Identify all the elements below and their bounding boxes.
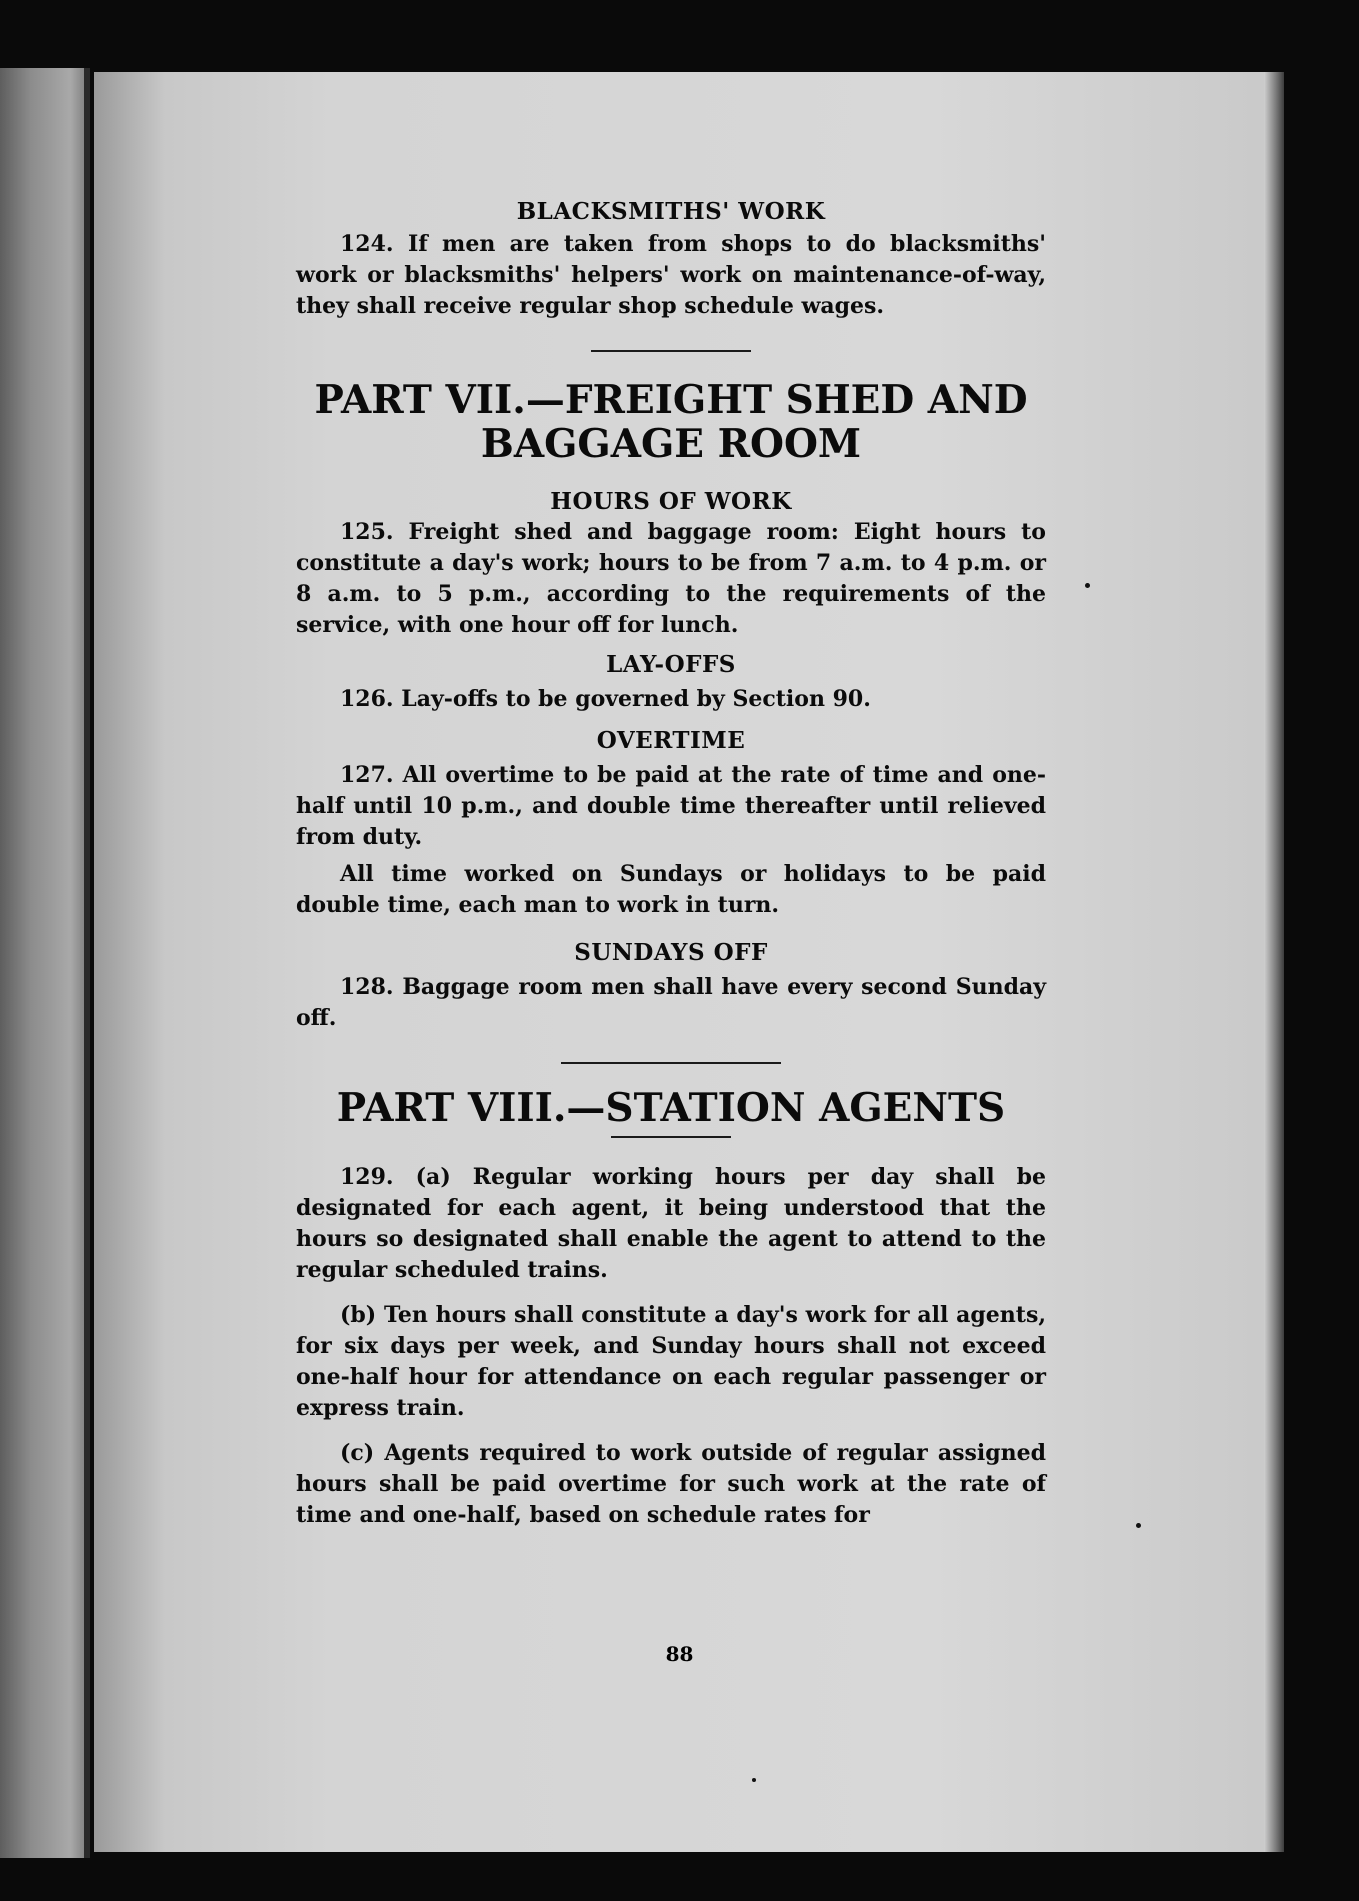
paragraph-124: 124. If men are taken from shops to do blacksmiths' work or blacksmiths' helpers' work on maintenance-of-way, they shall receive regular shop schedule wages. — [296, 231, 1046, 319]
paragraph-129b: (b) Ten hours shall constitute a day's work for all agents, for six days per week, and Sunday hours shall not exceed one-half hour for attendance on each regular passenger or express train. — [296, 1302, 1046, 1421]
heading-blacksmiths-work: BLACKSMITHS' WORK — [516, 198, 826, 225]
part-vii-title-line2: BAGGAGE ROOM — [480, 421, 862, 467]
facing-page-edge — [0, 68, 88, 1858]
ink-speck — [1085, 583, 1090, 588]
heading-sundays-off: SUNDAYS OFF — [574, 939, 768, 966]
heading-overtime: OVERTIME — [596, 727, 746, 754]
part-vii-title-line1: PART VII.—FREIGHT SHED AND — [314, 377, 1028, 423]
heading-lay-offs: LAY-OFFS — [606, 651, 736, 678]
section-rule — [591, 350, 751, 352]
paragraph-127: 127. All overtime to be paid at the rate of time and one-half until 10 p.m., and double time thereafter until relieved from duty. — [296, 762, 1046, 850]
section-rule-2 — [561, 1062, 781, 1064]
paragraph-125: 125. Freight shed and baggage room: Eight hours to constitute a day's work; hours to be from 7 a.m. to 4 p.m. or 8 a.m. to 5 p.m., according to the requirements of the service, with one hour off for lunch. — [296, 519, 1046, 638]
page-text — [296, 198, 1046, 1531]
page-number: 88 — [665, 1642, 694, 1666]
paragraph-128: 128. Baggage room men shall have every second Sunday off. — [296, 974, 1046, 1031]
ink-speck — [752, 1778, 756, 1782]
part-viii-title: PART VIII.—STATION AGENTS — [336, 1085, 1006, 1131]
book-gutter — [84, 68, 90, 1858]
ink-speck — [1136, 1523, 1141, 1528]
paragraph-127-sundays: All time worked on Sundays or holidays to be paid double time, each man to work in turn. — [296, 861, 1046, 918]
heading-hours-of-work: HOURS OF WORK — [550, 488, 792, 515]
page-edge-shadow — [1264, 72, 1284, 1852]
title-underline — [611, 1136, 731, 1138]
paragraph-129a: 129. (a) Regular working hours per day shall be designated for each agent, it being understood that the hours so designated shall enable the agent to attend to the regular scheduled trains. — [296, 1164, 1046, 1283]
paragraph-126: 126. Lay-offs to be governed by Section 90. — [340, 686, 871, 712]
paragraph-129c: (c) Agents required to work outside of regular assigned hours shall be paid overtime for such work at the rate of time and one-half, based on schedule rates for — [296, 1440, 1046, 1528]
